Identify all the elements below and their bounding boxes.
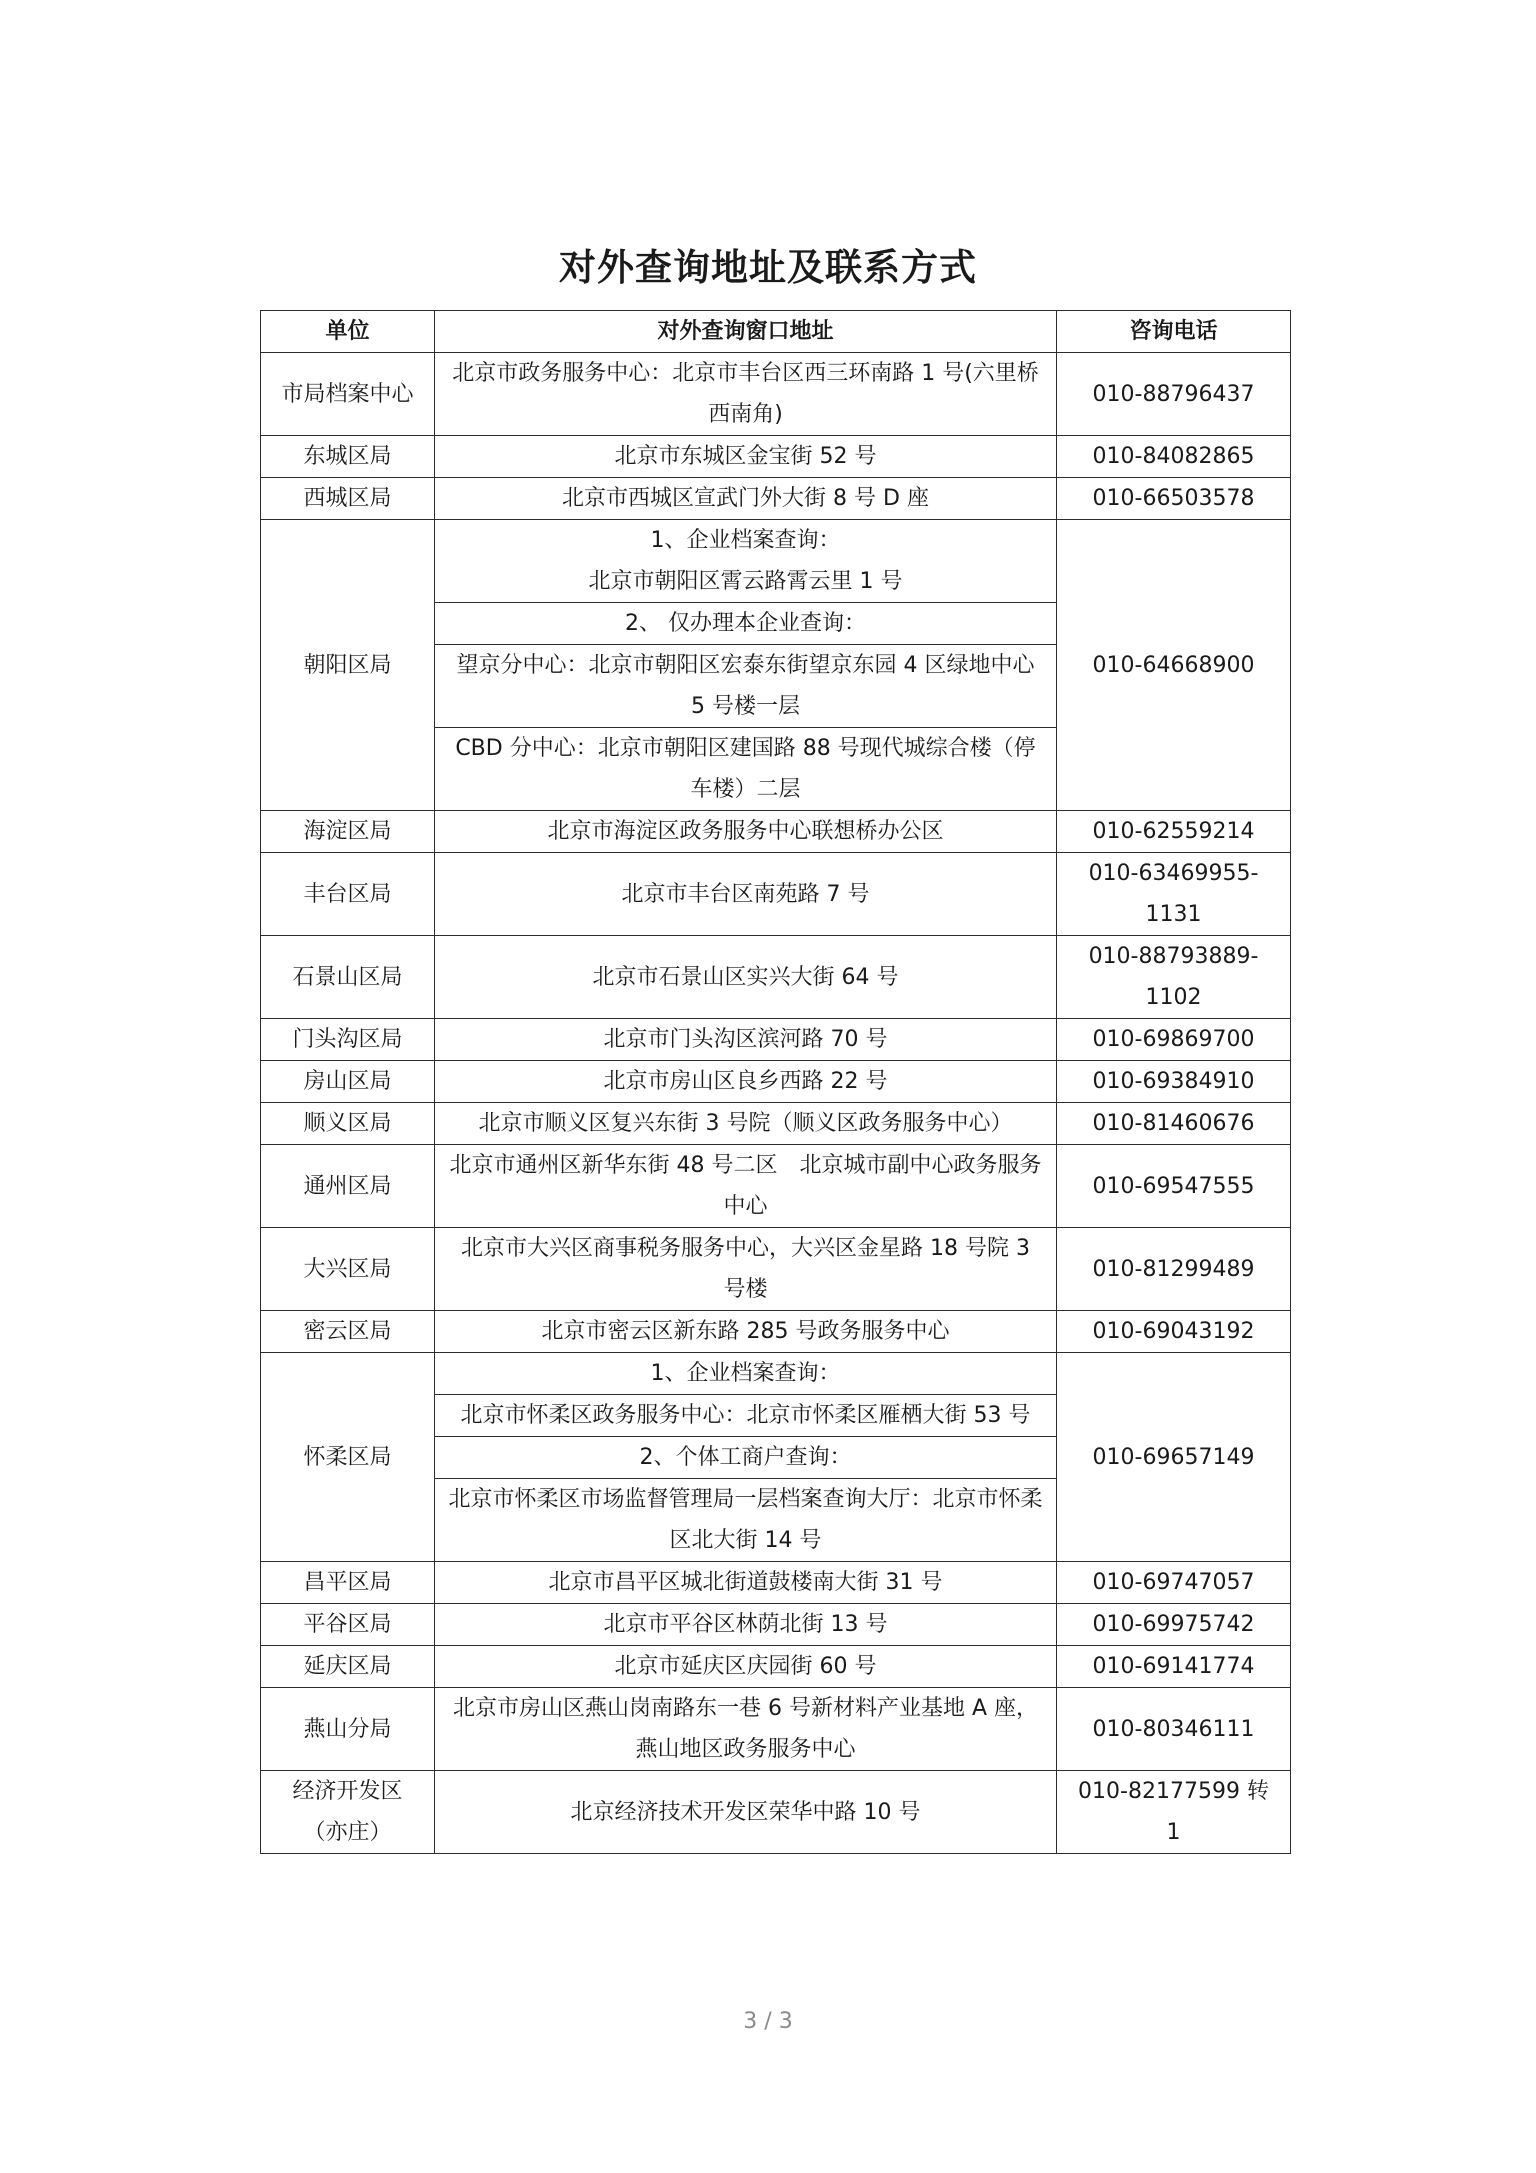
table-row <box>261 1646 1291 1688</box>
address-cell: 北京经济技术开发区荣华中路 10 号 <box>435 1771 1057 1854</box>
table-row <box>261 436 1291 478</box>
phone-cell: 010-80346111 <box>1057 1688 1291 1771</box>
unit-cell: 房山区局 <box>261 1061 435 1103</box>
phone-cell: 010-64668900 <box>1057 520 1291 811</box>
table-row <box>261 1353 1291 1395</box>
address-cell: 望京分中心：北京市朝阳区宏泰东街望京东园 4 区绿地中心 5 号楼一层 <box>435 645 1057 728</box>
table-row <box>261 811 1291 853</box>
unit-cell: 石景山区局 <box>261 936 435 1019</box>
address-cell: 北京市通州区新华东街 48 号二区 北京城市副中心政务服务中心 <box>435 1145 1057 1228</box>
unit-cell: 朝阳区局 <box>261 520 435 811</box>
unit-cell: 密云区局 <box>261 1311 435 1353</box>
unit-cell: 东城区局 <box>261 436 435 478</box>
table-row <box>261 1228 1291 1311</box>
address-cell: 北京市怀柔区市场监督管理局一层档案查询大厅：北京市怀柔区北大街 14 号 <box>435 1479 1057 1562</box>
address-cell: 北京市昌平区城北街道鼓楼南大街 31 号 <box>435 1562 1057 1604</box>
address-cell <box>435 520 1057 603</box>
header-address: 对外查询窗口地址 <box>435 311 1057 353</box>
address-cell: 北京市丰台区南苑路 7 号 <box>435 853 1057 936</box>
unit-cell: 延庆区局 <box>261 1646 435 1688</box>
header-unit: 单位 <box>261 311 435 353</box>
address-cell: 北京市西城区宣武门外大街 8 号 D 座 <box>435 478 1057 520</box>
unit-cell: 经济开发区（亦庄） <box>261 1771 435 1854</box>
phone-cell: 010-69657149 <box>1057 1353 1291 1562</box>
address-cell: 北京市石景山区实兴大街 64 号 <box>435 936 1057 1019</box>
table-row <box>261 1145 1291 1228</box>
phone-cell: 010-69141774 <box>1057 1646 1291 1688</box>
unit-cell: 平谷区局 <box>261 1604 435 1646</box>
table-row <box>261 853 1291 936</box>
address-cell: 北京市房山区良乡西路 22 号 <box>435 1061 1057 1103</box>
address-cell: 北京市东城区金宝街 52 号 <box>435 436 1057 478</box>
table-row <box>261 1061 1291 1103</box>
address-cell: 北京市密云区新东路 285 号政务服务中心 <box>435 1311 1057 1353</box>
unit-cell: 昌平区局 <box>261 1562 435 1604</box>
unit-cell: 市局档案中心 <box>261 353 435 436</box>
table-row <box>261 1103 1291 1145</box>
phone-cell: 010-69547555 <box>1057 1145 1291 1228</box>
page-number: 3 / 3 <box>743 2009 793 2034</box>
header-row <box>261 311 1291 353</box>
contact-table <box>260 310 1291 1854</box>
address-cell: 2、 仅办理本企业查询： <box>435 603 1057 645</box>
table-row <box>261 1019 1291 1061</box>
table-row <box>261 1311 1291 1353</box>
phone-cell: 010-69384910 <box>1057 1061 1291 1103</box>
address-cell: 北京市延庆区庆园街 60 号 <box>435 1646 1057 1688</box>
address-cell: 北京市海淀区政务服务中心联想桥办公区 <box>435 811 1057 853</box>
phone-cell: 010-69869700 <box>1057 1019 1291 1061</box>
unit-cell: 怀柔区局 <box>261 1353 435 1562</box>
address-cell: 北京市大兴区商事税务服务中心，大兴区金星路 18 号院 3 号楼 <box>435 1228 1057 1311</box>
unit-cell: 顺义区局 <box>261 1103 435 1145</box>
unit-cell: 门头沟区局 <box>261 1019 435 1061</box>
table-row <box>261 936 1291 1019</box>
table-row <box>261 478 1291 520</box>
unit-cell: 燕山分局 <box>261 1688 435 1771</box>
address-cell: 北京市顺义区复兴东街 3 号院（顺义区政务服务中心） <box>435 1103 1057 1145</box>
page-title: 对外查询地址及联系方式 <box>559 246 977 289</box>
table-row <box>261 353 1291 436</box>
address-cell: 1、企业档案查询： <box>435 1353 1057 1395</box>
unit-cell: 通州区局 <box>261 1145 435 1228</box>
address-cell: CBD 分中心：北京市朝阳区建国路 88 号现代城综合楼（停车楼）二层 <box>435 728 1057 811</box>
phone-cell: 010-66503578 <box>1057 478 1291 520</box>
phone-cell: 010-62559214 <box>1057 811 1291 853</box>
phone-cell: 010-69043192 <box>1057 1311 1291 1353</box>
phone-cell: 010-88796437 <box>1057 353 1291 436</box>
phone-cell: 010-88793889-1102 <box>1057 936 1291 1019</box>
address-cell: 2、个体工商户查询： <box>435 1437 1057 1479</box>
phone-cell: 010-63469955-1131 <box>1057 853 1291 936</box>
table-row <box>261 1688 1291 1771</box>
address-cell: 北京市平谷区林荫北街 13 号 <box>435 1604 1057 1646</box>
phone-cell: 010-84082865 <box>1057 436 1291 478</box>
header-phone: 咨询电话 <box>1057 311 1291 353</box>
address-line: 北京市朝阳区霄云路霄云里 1 号 <box>588 569 903 594</box>
table-row <box>261 520 1291 603</box>
phone-cell: 010-69747057 <box>1057 1562 1291 1604</box>
unit-cell: 海淀区局 <box>261 811 435 853</box>
phone-cell: 010-81460676 <box>1057 1103 1291 1145</box>
table-row <box>261 1562 1291 1604</box>
unit-cell: 大兴区局 <box>261 1228 435 1311</box>
phone-cell: 010-69975742 <box>1057 1604 1291 1646</box>
table-row <box>261 1604 1291 1646</box>
phone-cell: 010-81299489 <box>1057 1228 1291 1311</box>
address-cell: 北京市房山区燕山岗南路东一巷 6 号新材料产业基地 A 座，燕山地区政务服务中心 <box>435 1688 1057 1771</box>
address-line: 1、企业档案查询： <box>650 528 841 553</box>
unit-cell: 西城区局 <box>261 478 435 520</box>
address-cell: 北京市怀柔区政务服务中心：北京市怀柔区雁栖大街 53 号 <box>435 1395 1057 1437</box>
address-cell: 北京市门头沟区滨河路 70 号 <box>435 1019 1057 1061</box>
unit-cell: 丰台区局 <box>261 853 435 936</box>
table-row <box>261 1771 1291 1854</box>
phone-cell: 010-82177599 转 1 <box>1057 1771 1291 1854</box>
address-cell: 北京市政务服务中心：北京市丰台区西三环南路 1 号(六里桥西南角) <box>435 353 1057 436</box>
